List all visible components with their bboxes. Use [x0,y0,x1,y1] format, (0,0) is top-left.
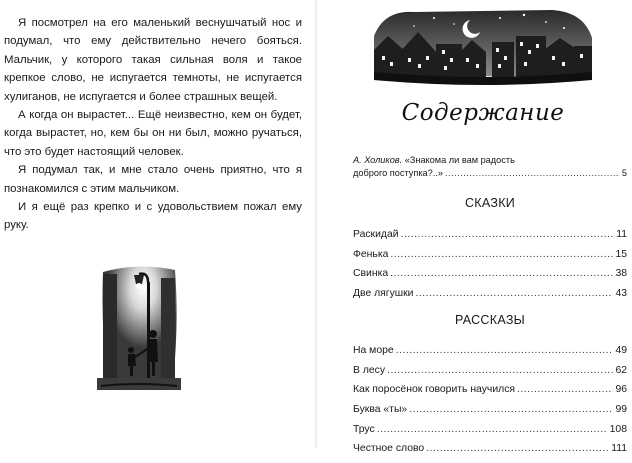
page-number: 5 [621,167,627,178]
entry-title: Буква «ты» [353,404,408,416]
toc-title: Содержание [401,100,565,126]
paragraph: А когда он вырастет... Ещё неизвестно, кем он будет, когда вырастет, но, кем бы он ни был, можно ручаться, что это будет настоящий человек. [4,109,302,158]
toc-entry[interactable] [353,345,627,365]
page-number: 15 [615,248,627,260]
page-number: 99 [615,404,627,416]
paragraph: Я посмотрел на его маленький веснушчатый нос и подумал, что ему действительно нечего бояться. Мальчик, у которого такая сильная воля и такое крепкое слово, не испугается темноты, не испугается хулиганов, не испугается и более страшных вещей. [4,17,302,103]
toc-list-fairy-tales [353,229,627,308]
leader-dots [415,288,613,299]
toc-entry[interactable] [353,443,627,463]
page-number: 111 [611,443,627,455]
leader-dots [445,167,620,180]
leader-dots [396,345,614,356]
intro-author: А. Холиков. [353,155,403,165]
page-number: 108 [609,423,627,435]
leader-dots [409,404,613,415]
leader-dots [390,249,613,260]
entry-title: Фенька [353,248,389,260]
page-number: 38 [615,268,627,280]
toc-intro-entry[interactable] [353,154,627,179]
left-page [0,0,316,448]
intro-title-line2: доброго поступка?..» [353,167,443,178]
leader-dots [401,229,615,240]
page-number: 11 [616,229,627,240]
toc-entry[interactable] [353,288,627,308]
entry-title: Раскидай [353,229,399,240]
section-heading-stories: РАССКАЗЫ [454,313,526,327]
section-heading-fairy-tales: СКАЗКИ [464,196,516,210]
leader-dots [377,424,608,435]
entry-title: Свинка [353,268,389,280]
entry-title: На море [353,345,394,356]
right-page [316,0,632,455]
street-lamp-illustration-icon [97,264,181,390]
toc-entry[interactable] [353,249,627,269]
page-number: 49 [615,345,627,356]
toc-entry[interactable] [353,384,627,404]
toc-entry[interactable] [353,268,627,288]
toc-entry[interactable] [353,229,627,249]
leader-dots [387,365,613,376]
leader-dots [517,384,613,395]
toc-list-stories [353,345,627,463]
night-city-illustration-icon [374,6,592,88]
page-number: 96 [615,384,627,396]
paragraph: И я ещё раз крепко и с удовольствием пожал ему руку. [4,201,302,232]
page-number: 43 [615,288,627,300]
entry-title: Трус [353,423,375,435]
leader-dots [426,443,609,454]
intro-title-line1: «Знакома ли вам радость [404,155,515,165]
toc-entry[interactable] [353,365,627,385]
story-text [4,14,302,235]
entry-title: Две лягушки [353,288,414,300]
entry-title: Как поросёнок говорить научился [353,384,516,396]
page-number: 62 [615,364,627,376]
toc-entry[interactable] [353,424,627,444]
leader-dots [390,268,613,279]
entry-title: Честное слово [353,443,425,455]
entry-title: В лесу [353,364,386,376]
paragraph: Я подумал так, и мне стало очень приятно, что я познакомился с этим мальчиком. [4,164,302,195]
toc-entry[interactable] [353,404,627,424]
